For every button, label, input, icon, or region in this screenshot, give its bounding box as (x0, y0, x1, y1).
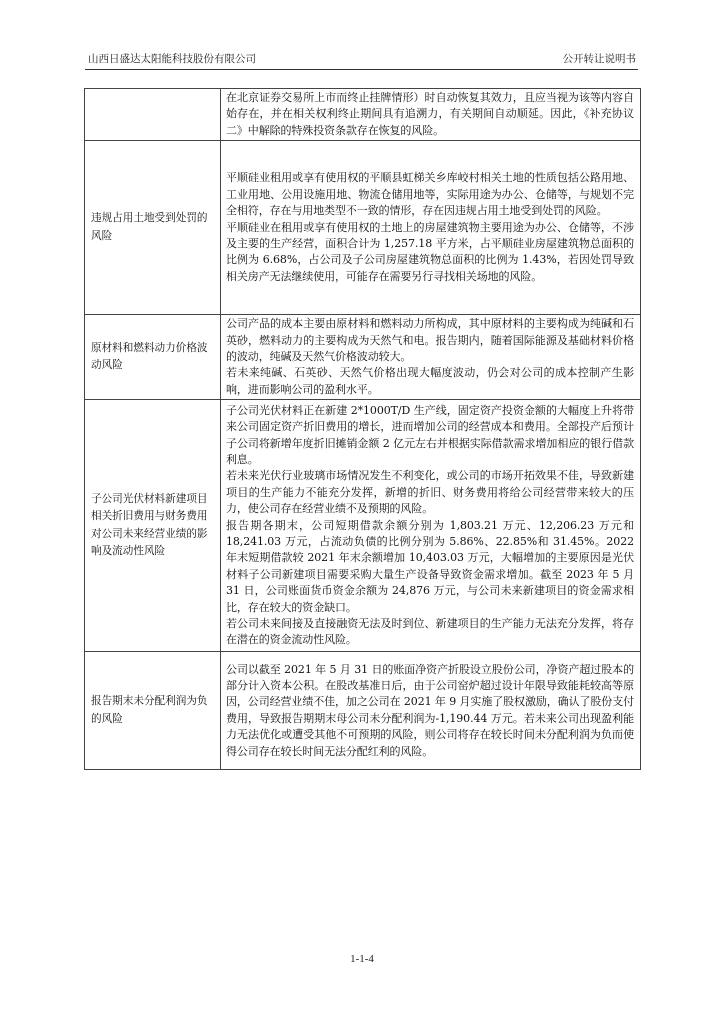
risk-paragraph: 子公司光伏材料正在新建 2*1000T/D 生产线，固定资产投资金额的大幅度上升将带来公司固定资产折旧费用的增长，进而增加公司的经营成本和费用。全部投产后预计子公司将新增年度折旧摊销金额 2 亿元左右并根据实际借款需求增加相应的银行借款利息。 (226, 403, 634, 466)
risk-description-cell (221, 400, 641, 652)
risk-paragraph: 若公司未来间接及直接融资无法及时到位、新建项目的生产能力无法充分发挥，将存在潜在的资金流动性风险。 (226, 616, 634, 647)
table-row (85, 141, 641, 315)
risk-name-cell: 违规占用土地受到处罚的风险 (85, 141, 221, 315)
table-row (85, 652, 641, 770)
risk-description-cell (221, 89, 641, 141)
risk-paragraph: 若未来纯碱、石英砂、天然气价格出现大幅度波动，仍会对公司的成本控制产生影响，进而影响公司的盈利水平。 (226, 366, 634, 396)
risk-paragraph: 报告期各期末，公司短期借款余额分别为 1,803.21 万元、12,206.23 万元和 18,241.03 万元，占流动负债的比例分别为 5.86%、22.85%和 31.45%。2022 年末短期借款较 2021 年末余额增加 10,403.03 万元，大幅增加的主要原因是光伏材料子公司新建项目需要采购大量生产设备导致资金需求增加。截至 2023 年 5 月 31 日，公司账面货币资金余额为 24,876 万元，与公司未来新建项目的资金需求相比，存在较大的资金缺口。 (226, 518, 634, 614)
table-row (85, 400, 641, 652)
risk-paragraph: 公司产品的成本主要由原材料和燃料动力所构成，其中原材料的主要构成为纯碱和石英砂，燃料动力的主要构成为天然气和电。报告期内，随着国际能源及基础材料价格的波动，纯碱及天然气价格波动较大。 (226, 317, 634, 364)
risk-paragraph: 若未来光伏行业玻璃市场情况发生不利变化，或公司的市场开拓效果不佳，导致新建项目的生产能力不能充分发挥，新增的折旧、财务费用将给公司经营带来较大的压力，使公司存在经营业绩不及预期的风险。 (226, 469, 634, 516)
risk-description-cell (221, 652, 641, 770)
header-rule (85, 69, 638, 70)
table-row (85, 89, 641, 141)
risk-paragraph: 在北京证券交易所上市而终止挂牌情形）时自动恢复其效力，且应当视为该等内容自始存在，并在相关权利终止期间具有追溯力，有关期间自动顺延。因此，《补充协议二》中解除的特殊投资条款存在恢复的风险。 (226, 91, 634, 137)
risk-name-cell (85, 89, 221, 141)
risk-name-cell: 原材料和燃料动力价格波动风险 (85, 315, 221, 400)
risk-factors-table (84, 88, 641, 770)
risk-paragraph: 平顺硅业租用或享有使用权的平顺县虹梯关乡库峧村相关土地的性质包括公路用地、工业用地、公用设施用地、物流仓储用地等，实际用途为办公、仓储等，与规划不完全相符，存在与用地类型不一致的情形，存在因违规占用土地受到处罚的风险。 (226, 171, 634, 218)
risk-description-cell (221, 315, 641, 400)
risk-name-cell: 子公司光伏材料新建项目相关折旧费用与财务费用对公司未来经营业绩的影响及流动性风险 (85, 400, 221, 652)
document-type: 公开转让说明书 (562, 53, 636, 65)
risk-paragraph: 平顺硅业在租用或享有使用权的土地上的房屋建筑物主要用途为办公、仓储等，不涉及主要的生产经营，面积合计为 1,257.18 平方米，占平顺硅业房屋建筑物总面积的比例为 6.68%，占公司及子公司房屋建筑物总面积的比例为 1.43%，若因处罚导致相关房产无法继续使用，可能存在需要另行寻找相关场地的风险。 (226, 220, 634, 283)
page-number: 1-1-4 (350, 953, 374, 965)
company-name: 山西日盛达太阳能科技股份有限公司 (88, 53, 256, 65)
risk-name-cell: 报告期末未分配利润为负的风险 (85, 652, 221, 770)
risk-paragraph: 公司以截至 2021 年 5 月 31 日的账面净资产折股设立股份公司，净资产超过股本的部分计入资本公积。在股改基准日后，由于公司窑炉超过设计年限导致能耗较高等原因，公司经营业绩不佳，加之公司在 2021 年 9 月实施了股权激励，确认了股份支付费用，导致报告期期末母公司未分配利润为-1,190.44 万元。若未来公司出现盈利能力无法优化或遭受其他不可预期的风险，则公司将存在较长时间未分配利润为负而使得公司存在较长时间无法分配红利的风险。 (226, 662, 634, 758)
risk-description-cell (221, 141, 641, 315)
page-header (85, 51, 638, 68)
table-row (85, 315, 641, 400)
